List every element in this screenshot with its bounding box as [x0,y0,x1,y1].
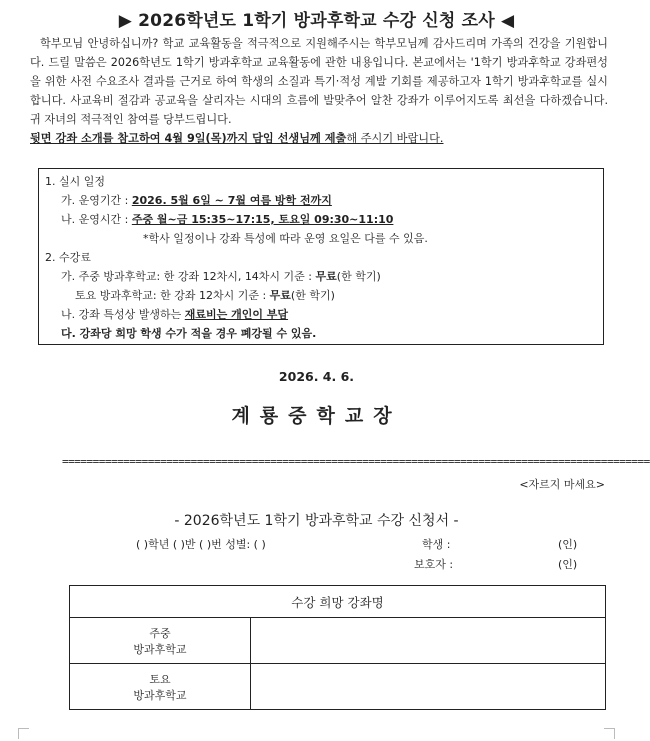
cut-note: <자르지 마세요> [519,478,605,491]
saturday-label-1: 토요 [149,672,171,686]
fee-weekday-text: 가. 주중 방과후학교: 한 강좌 12차시, 14차시 기준 : [61,270,316,283]
intro-text: 학부모님 안녕하십니까? 학교 교육활동을 적극적으로 지원해주시는 학부모님께 감사드리며 가족의 건강을 기원합니다. 드릴 말씀은 2026학년도 1학기 방과후학교 교육활동에 관한 내용입니다. 본교에서는 '1학기 방과후학교 강좌편성을 위한 사전 수요조사 결과를 근거로 하여 학생의 소질과 특기·적성 계발 기회를 제공하고자 1학기 방과후학교를 실시합니다. 사교육비 절감과 공교육을 살리자는 시대의 흐름에 발맞추어 알찬 강좌가 이루어지도록 최선을 다하겠습니다. 귀 자녀의 적극적인 참여를 당부드립니다. [30,37,608,126]
hours-label: 나. 운영시간 : [61,213,132,226]
material-fee-note: 재료비는 개인이 부담 [184,308,289,321]
table-row [70,618,606,664]
intro-paragraph [30,34,608,148]
saturday-label-2: 방과후학교 [133,688,187,702]
material-fee-text: 나. 강좌 특성상 발생하는 [61,308,185,321]
fee-weekday-free: 무료 [315,270,337,283]
info-box [38,168,604,345]
student-seal: (인) [558,538,578,551]
period-label: 가. 운영기간 : [61,194,132,207]
submission-pre: 뒷면 강좌 소개를 참고하여 [30,132,165,145]
parent-label: 보호자 : [414,558,454,571]
fee-saturday-free: 무료 [269,289,291,302]
fee-weekday-line [61,268,381,284]
period-value: 2026. 5월 6일 ~ 7월 여름 방학 전까지 [131,194,332,207]
cancellation-note: 다. 강좌당 희망 학생 수가 적을 경우 폐강될 수 있음. [61,327,317,340]
school-name: 계룡중학교장 [231,405,402,427]
page-title: ▶ 2026학년도 1학기 방과후학교 수강 신청 조사 ◀ [118,11,515,31]
course-table [69,585,606,710]
submission-notice [30,129,608,148]
weekday-label-1: 주중 [149,626,171,640]
notice-date: 2026. 4. 6. [278,369,355,384]
fee-saturday-term: (한 학기) [290,289,335,302]
class-info-field[interactable]: ( )학년 ( )반 ( )번 성별: ( ) [136,538,266,551]
weekday-label-2: 방과후학교 [133,642,187,656]
fee-saturday-line [75,287,335,303]
cut-line: ================================================================================================ [62,455,650,468]
form-title: - 2026학년도 1학기 방과후학교 수강 신청서 - [174,513,459,529]
schedule-heading: 1. 실시 일정 [45,175,105,188]
schedule-note: *학사 일정이나 강좌 특성에 따라 운영 요일은 다를 수 있음. [143,232,428,245]
student-info-row [136,536,580,552]
submission-post: 해 주시기 바랍니다. [346,132,444,145]
student-label: 학생 : [422,538,451,551]
parent-seal: (인) [558,558,578,571]
page-corner-mark [18,728,29,739]
period-line [61,192,332,208]
weekday-label [70,618,251,664]
saturday-label [70,664,251,710]
table-row [70,664,606,710]
fee-saturday-text: 토요 방과후학교: 한 강좌 12차시 기준 : [75,289,270,302]
table-header: 수강 희망 강좌명 [70,586,606,618]
hours-value: 주중 월~금 15:35~17:15, 토요일 09:30~11:10 [131,213,394,226]
material-fee-line [61,306,288,322]
saturday-course-input[interactable] [251,664,606,710]
weekday-course-input[interactable] [251,618,606,664]
fee-heading: 2. 수강료 [45,251,91,264]
page-corner-mark [604,728,615,739]
submission-deadline: 4월 9일(목)까지 담임 선생님께 제출 [164,132,347,145]
fee-weekday-term: (한 학기) [336,270,381,283]
hours-line [61,211,393,227]
